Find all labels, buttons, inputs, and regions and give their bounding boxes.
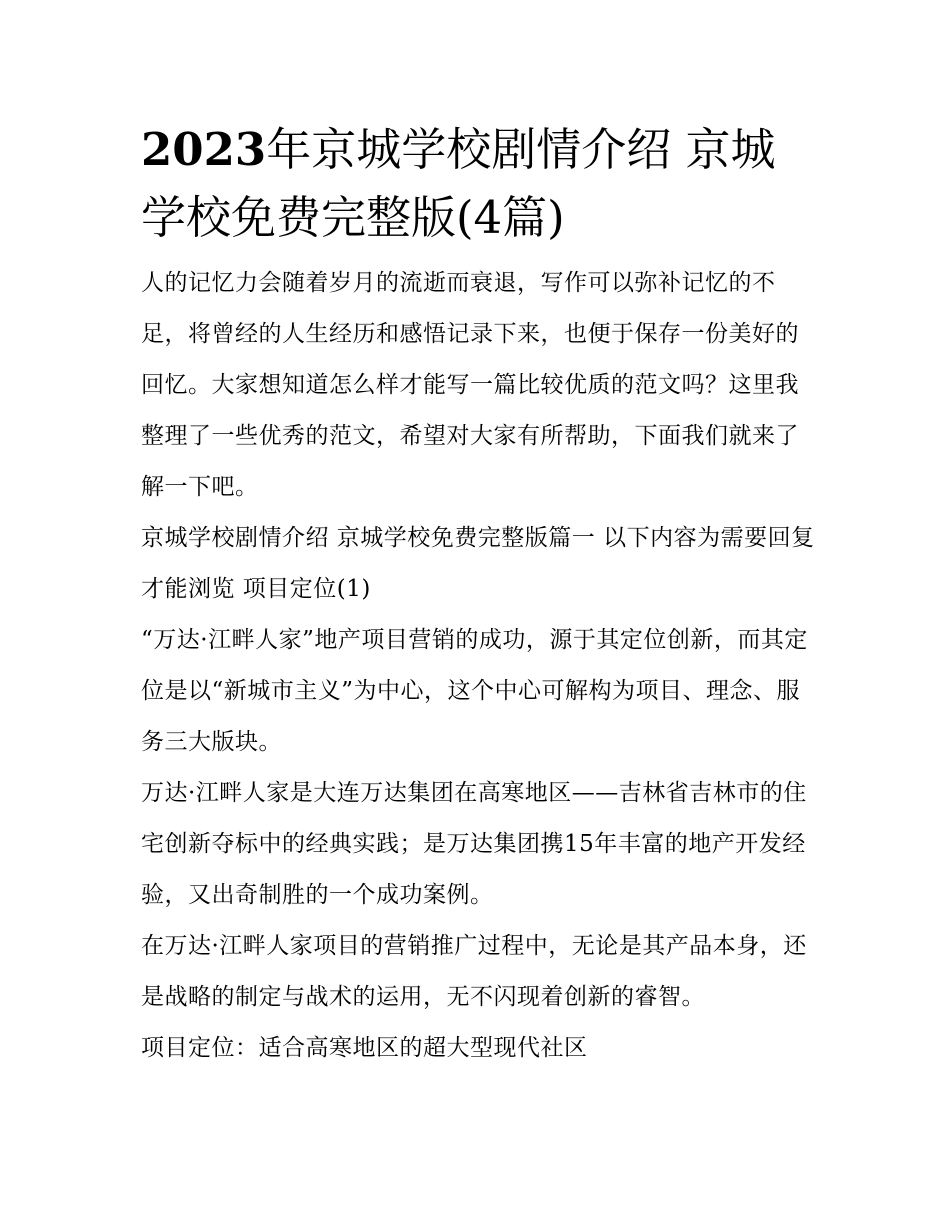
document-title: 2023年京城学校剧情介绍 京城学校免费完整版(4篇) bbox=[141, 123, 776, 244]
document-content bbox=[141, 116, 816, 1074]
paragraph-section-heading: 京城学校剧情介绍 京城学校免费完整版篇一 以下内容为需要回复才能浏览 项目定位(1) bbox=[141, 525, 815, 602]
paragraph-project-positioning: 项目定位：适合高寒地区的超大型现代社区 bbox=[141, 1035, 588, 1061]
paragraph-positioning: “万达·江畔人家”地产项目营销的成功，源于其定位创新，而其定位是以“新城市主义”为中心，这个中心可解构为项目、理念、服务三大版块。 bbox=[141, 627, 808, 755]
paragraph-intro: 人的记忆力会随着岁月的流逝而衰退，写作可以弥补记忆的不足，将曾经的人生经历和感悟记录下来，也便于保存一份美好的回忆。大家想知道怎么样才能写一篇比较优质的范文吗？这里我整理了一些优秀的范文，希望对大家有所帮助，下面我们就来了解一下吧。 bbox=[141, 270, 799, 500]
paragraph-marketing: 在万达·江畔人家项目的营销推广过程中，无论是其产品本身，还是战略的制定与战术的运用，无不闪现着创新的睿智。 bbox=[141, 933, 807, 1010]
document-body bbox=[141, 258, 816, 1074]
paragraph-wanda-practice: 万达·江畔人家是大连万达集团在高寒地区——吉林省吉林市的住宅创新夺标中的经典实践；是万达集团携15年丰富的地产开发经验，又出奇制胜的一个成功案例。 bbox=[141, 780, 807, 908]
